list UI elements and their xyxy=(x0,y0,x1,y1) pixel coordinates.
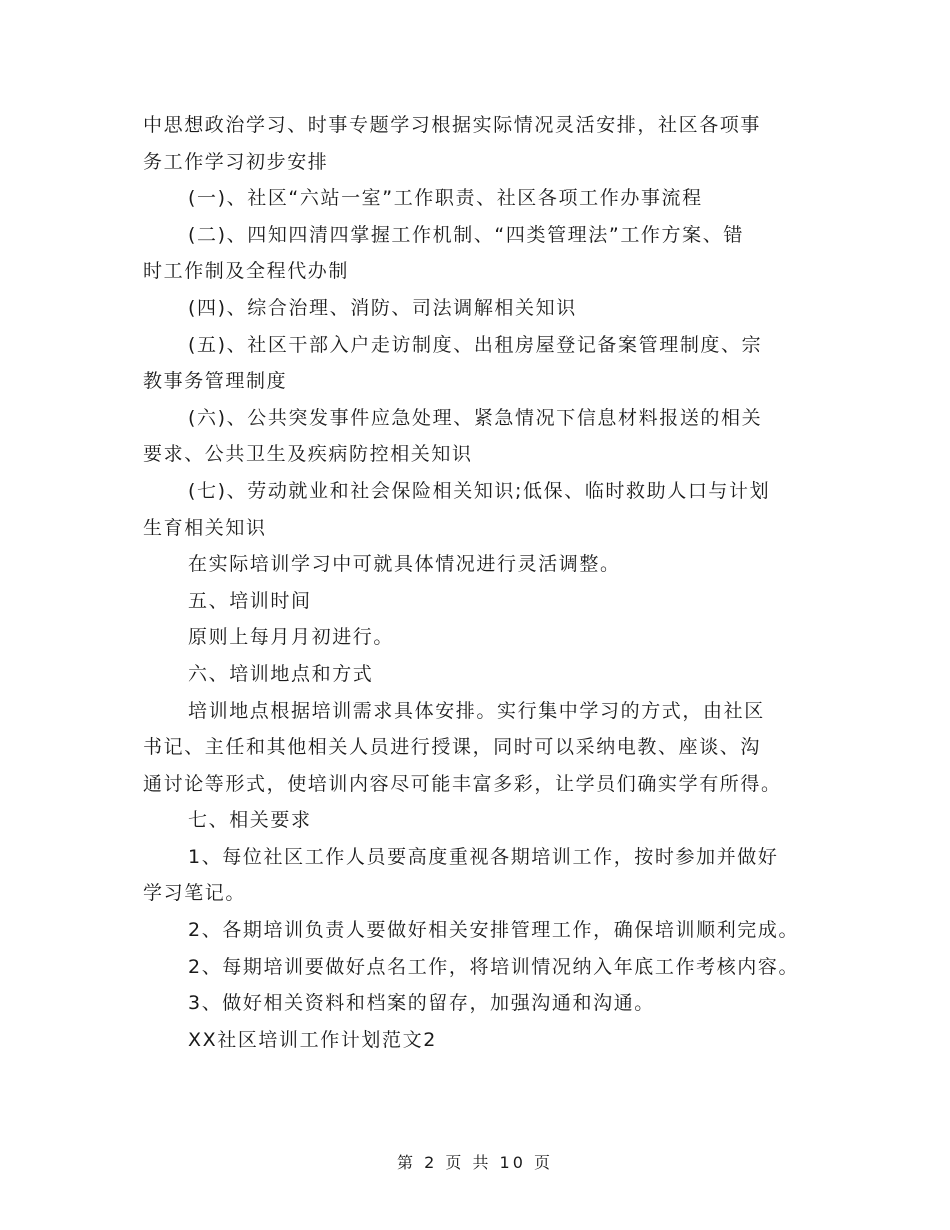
text-line: XX社区培训工作计划范文2 xyxy=(188,1028,437,1051)
text-line: 六、培训地点和方式 xyxy=(188,662,374,685)
text-line: 通讨论等形式，使培训内容尽可能丰富多彩，让学员们确实学有所得。 xyxy=(143,772,782,795)
text-line: (七)、劳动就业和社会保险相关知识;低保、临时救助人口与计划 xyxy=(188,479,771,502)
text-line: 七、相关要求 xyxy=(188,809,312,832)
text-line: 学习笔记。 xyxy=(143,882,247,905)
text-line: (二)、四知四清四掌握工作机制、“四类管理法”工作方案、错 xyxy=(188,223,744,246)
text-line: 2、各期培训负责人要做好相关安排管理工作，确保培训顺利完成。 xyxy=(188,919,800,942)
text-line: 时工作制及全程代办制 xyxy=(143,260,350,283)
text-line: (六)、公共突发事件应急处理、紧急情况下信息材料报送的相关 xyxy=(188,406,763,429)
page-footer: 第 2 页 共 10 页 xyxy=(397,1153,553,1172)
text-line: 生育相关知识 xyxy=(143,516,267,539)
text-line: 务工作学习初步安排 xyxy=(143,150,329,173)
text-line: (四)、综合治理、消防、司法调解相关知识 xyxy=(188,296,577,319)
text-line: (一)、社区“六站一室”工作职责、社区各项工作办事流程 xyxy=(188,187,703,210)
text-line: 原则上每月月初进行。 xyxy=(188,626,395,649)
text-line: 五、培训时间 xyxy=(188,589,312,612)
text-line: 3、做好相关资料和档案的留存，加强沟通和沟通。 xyxy=(188,992,655,1015)
text-line: 2、每期培训要做好点名工作，将培训情况纳入年底工作考核内容。 xyxy=(188,955,800,978)
text-line: 1、每位社区工作人员要高度重视各期培训工作，按时参加并做好 xyxy=(188,845,779,868)
text-line: 在实际培训学习中可就具体情况进行灵活调整。 xyxy=(188,553,621,576)
text-line: 教事务管理制度 xyxy=(143,370,288,393)
text-line: 书记、主任和其他相关人员进行授课，同时可以采纳电教、座谈、沟 xyxy=(143,736,762,759)
text-line: 中思想政治学习、时事专题学习根据实际情况灵活安排，社区各项事 xyxy=(143,114,762,136)
text-line: (五)、社区干部入户走访制度、出租房屋登记备案管理制度、宗 xyxy=(188,333,763,356)
document-body xyxy=(143,107,823,1058)
text-line: 要求、公共卫生及疾病防控相关知识 xyxy=(143,443,473,466)
text-line: 培训地点根据培训需求具体安排。实行集中学习的方式，由社区 xyxy=(188,699,765,722)
